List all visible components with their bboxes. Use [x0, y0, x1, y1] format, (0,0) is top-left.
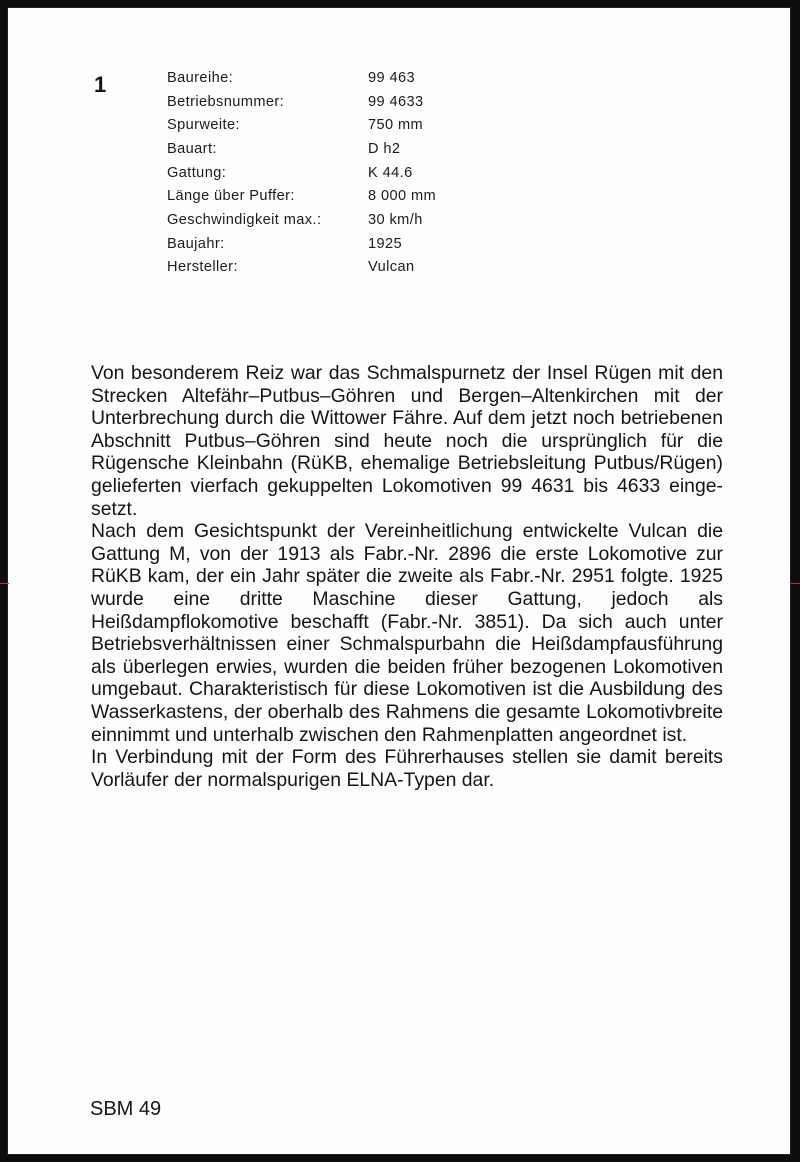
spec-label: Gattung:: [167, 164, 227, 181]
spec-label: Baujahr:: [167, 235, 225, 252]
spec-value: 8 000 mm: [368, 188, 437, 205]
spec-label: Länge über Puffer:: [167, 188, 295, 205]
spec-table: [167, 66, 527, 279]
spec-value: 30 km/h: [368, 211, 423, 228]
spec-row: [167, 113, 527, 137]
spec-row: [167, 161, 527, 185]
spec-row: [167, 137, 527, 161]
spec-row: [167, 66, 527, 90]
spec-value: 99 463: [368, 69, 416, 86]
crop-mark: [790, 583, 800, 584]
card-number: 1: [94, 72, 107, 97]
info-card: [8, 8, 790, 1154]
paragraph: Nach dem Gesichtspunkt der Vereinheitlichung entwickelte Vulcan die Gattung M, von der 1913 als Fabr.-Nr. 2896 die erste Lokomotive zur RüKB kam, der ein Jahr später die zweite als Fabr.-Nr. 2951 folgte. 1925 wurde eine dritte Maschine dieser Gattung, jedoch als Heißdampflokomotive beschafft (Fabr.-Nr. 3851). Da sich auch unter Betriebsverhältnissen einer Schmalspurbahn die Heißdampfausführung als überlegen erwies, wurden die beiden früher bezogenen Lokomotiven umgebaut. Charakteristisch für diese Lokomotiven ist die Ausbildung des Wasserkastens, der oberhalb des Rahmens die gesamte Lokomotivbreite einnimmt und unterhalb zwischen den Rahmenplatten angeordnet ist.: [91, 520, 723, 746]
spec-label: Baureihe:: [167, 69, 234, 86]
spec-label: Bauart:: [167, 140, 217, 157]
spec-row: [167, 184, 527, 208]
spec-label: Spurweite:: [167, 117, 240, 134]
spec-value: 99 4633: [368, 93, 424, 110]
crop-mark: [0, 583, 9, 584]
spec-value: K 44.6: [368, 164, 413, 181]
series-code: SBM 49: [90, 1098, 162, 1120]
description-text: [91, 362, 723, 791]
paragraph: In Verbindung mit der Form des Führerhauses stellen sie damit bereits Vorläufer der normalspurigen ELNA-Typen dar.: [91, 746, 723, 791]
spec-row: [167, 208, 527, 232]
spec-label: Hersteller:: [167, 259, 238, 276]
spec-value: Vulcan: [368, 259, 415, 276]
spec-value: 1925: [368, 235, 403, 252]
spec-value: D h2: [368, 140, 401, 157]
paragraph: Von besonderem Reiz war das Schmalspurnetz der Insel Rügen mit den Strecken Altefähr–Putbus–Göhren und Bergen–Altenkirchen mit der Unterbrechung durch die Wittower Fähre. Auf dem jetzt noch betriebenen Abschnitt Putbus–Göhren sind heute noch die ursprünglich für die Rügensche Kleinbahn (RüKB, ehemalige Betriebsleitung Putbus/Rügen) gelieferten vierfach gekuppelten Lokomotiven 99 4631 bis 4633 eingesetzt.: [91, 362, 723, 520]
spec-row: [167, 232, 527, 256]
spec-label: Betriebsnummer:: [167, 93, 285, 110]
spec-label: Geschwindigkeit max.:: [167, 211, 322, 228]
spec-value: 750 mm: [368, 117, 424, 134]
spec-row: [167, 90, 527, 114]
spec-row: [167, 256, 527, 280]
